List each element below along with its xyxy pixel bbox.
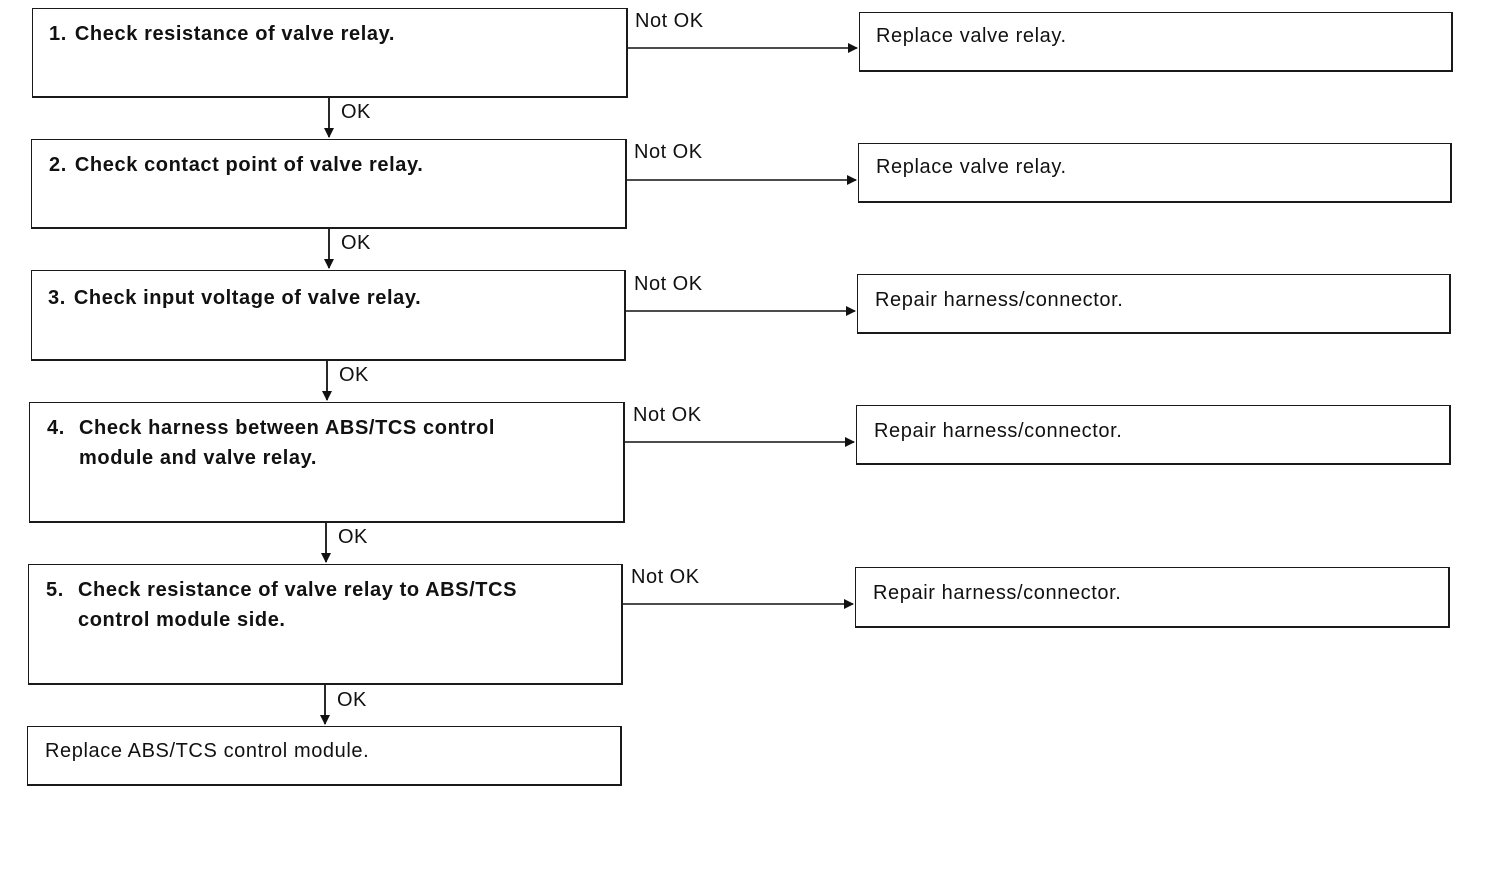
not-ok-label: Not OK [635,10,704,32]
step-number: 5. [46,579,64,601]
step-line: control module side. [78,609,286,631]
step-box-4 [29,402,625,523]
result-text: Repair harness/connector. [873,582,1122,604]
step-box-1 [32,8,628,98]
step-line: Check contact point of valve relay. [74,154,424,176]
ok-label: OK [339,364,369,386]
step-number: 1. [49,23,67,45]
result-box-5 [855,567,1450,628]
step-box-2 [31,139,627,229]
ok-label: OK [338,526,368,548]
step-line: Check input voltage of valve relay. [73,287,422,309]
result-box-1 [859,12,1453,72]
not-ok-label: Not OK [631,566,700,588]
result-text: Repair harness/connector. [875,289,1124,311]
ok-label: OK [337,689,367,711]
ok-label: OK [341,232,371,254]
step-number: 4. [47,417,65,439]
step-box-5 [28,564,623,685]
not-ok-label: Not OK [634,273,703,295]
step-line: Check resistance of valve relay. [74,23,396,45]
final-text: Replace ABS/TCS control module. [45,740,370,762]
result-box-3 [857,274,1451,334]
result-box-4 [856,405,1451,465]
step-line: Check resistance of valve relay to ABS/TCS [78,579,518,601]
step-number: 2. [49,154,67,176]
step-line: Check harness between ABS/TCS control [79,417,495,439]
step-line: module and valve relay. [79,447,317,469]
ok-label: OK [341,101,371,123]
result-text: Replace valve relay. [876,25,1067,47]
final-box [27,726,622,786]
not-ok-label: Not OK [633,404,702,426]
result-text: Repair harness/connector. [874,420,1123,442]
not-ok-label: Not OK [634,141,703,163]
step-number: 3. [48,287,66,309]
result-text: Replace valve relay. [876,156,1067,178]
step-box-3 [31,270,626,361]
result-box-2 [858,143,1452,203]
